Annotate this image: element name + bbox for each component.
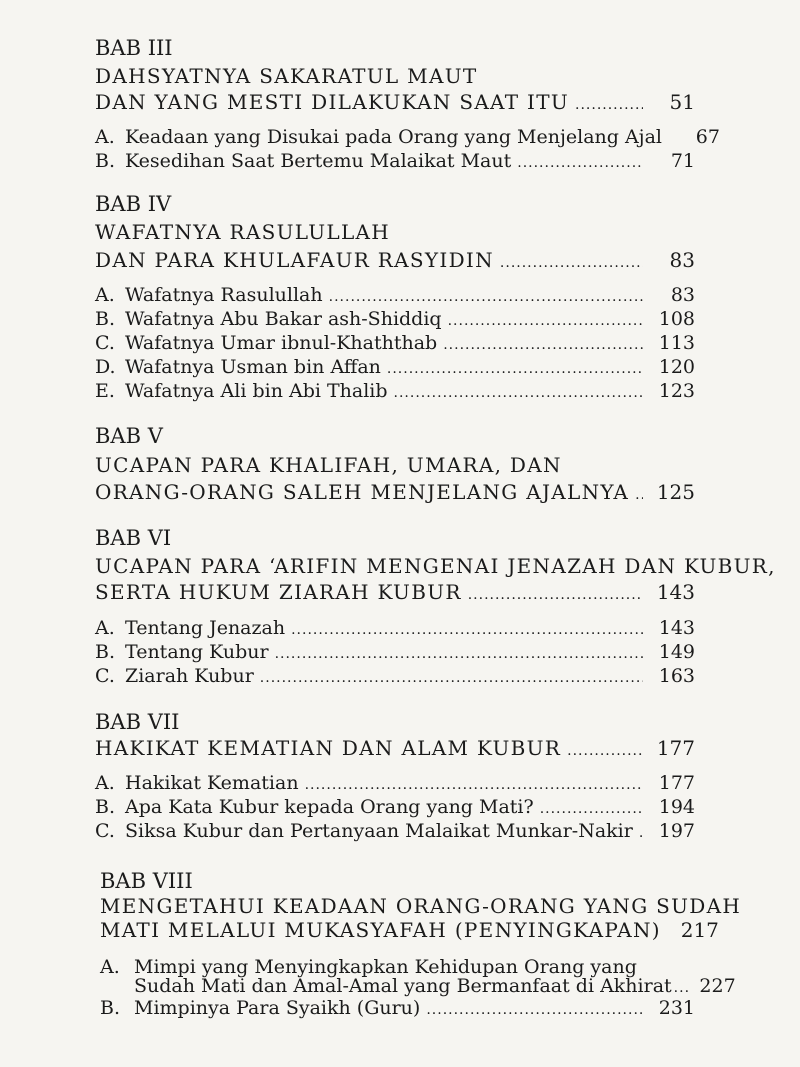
page-number: 108: [658, 308, 695, 330]
page-number: 67: [695, 126, 720, 148]
chapter-title-line: UCAPAN PARA KHALIFAH, UMARA, DAN: [95, 453, 562, 477]
chapter-title-line: DAHSYATNYA SAKARATUL MAUT: [95, 64, 478, 88]
page-number: 163: [658, 665, 695, 687]
toc-entry[interactable]: [95, 355, 695, 379]
page-number: 227: [699, 975, 736, 997]
page-number: 217: [680, 918, 719, 942]
toc-entry[interactable]: [100, 996, 695, 1020]
entry-title: Wafatnya Rasulullah: [125, 284, 323, 306]
entry-title: Wafatnya Abu Bakar ash-Shiddiq: [125, 308, 442, 330]
leader-dots: [291, 618, 643, 642]
page-number: 123: [658, 380, 695, 402]
leader-dots: [468, 583, 643, 607]
entry-title: Wafatnya Umar ibnul-Khaththab: [125, 332, 438, 354]
entry-letter: B.: [95, 308, 116, 330]
entry-letter: B.: [95, 641, 116, 663]
chapter-title-line: SERTA HUKUM ZIARAH KUBUR: [95, 580, 462, 604]
entry-title: Tentang Kubur: [125, 641, 269, 663]
entry-title: Kesedihan Saat Bertemu Malaikat Maut: [125, 150, 512, 172]
leader-dots: [260, 666, 643, 690]
entry-letter: A.: [95, 772, 115, 794]
page-number: 177: [656, 736, 695, 760]
leader-dots: [500, 251, 643, 275]
entry-title: Sudah Mati dan Amal-Amal yang Bermanfaat di Akhirat: [134, 975, 672, 997]
toc-entry[interactable]: [95, 616, 695, 640]
toc-entry[interactable]: [95, 125, 720, 149]
page-number: 120: [658, 356, 695, 378]
toc-entry[interactable]: [95, 283, 695, 307]
leader-dots: [394, 381, 643, 405]
entry-letter: A.: [95, 284, 115, 306]
chapter-title-line: MATI MELALUI MUKASYAFAH (PENYINGKAPAN): [100, 918, 661, 942]
toc-entry[interactable]: [95, 331, 695, 355]
leader-dots: [517, 151, 643, 175]
leader-dots: [387, 357, 643, 381]
chapter-title-entry[interactable]: [95, 736, 695, 760]
chapter-title-entry[interactable]: [95, 248, 695, 272]
toc-entry[interactable]: [95, 149, 695, 173]
page-number: 143: [656, 580, 695, 604]
entry-letter: A.: [95, 617, 115, 639]
entry-title: Siksa Kubur dan Pertanyaan Malaikat Munkar-Nakir: [125, 820, 633, 842]
toc-entry[interactable]: [134, 974, 736, 998]
entry-title: Ziarah Kubur: [125, 665, 254, 687]
toc-entry[interactable]: [95, 379, 695, 403]
page-number: 194: [658, 796, 695, 818]
toc-entry[interactable]: [95, 307, 695, 331]
entry-letter: B.: [100, 997, 121, 1019]
entry-letter: A.: [100, 956, 120, 978]
entry-title: Mimpi yang Menyingkapkan Kehidupan Orang yang: [134, 956, 637, 978]
chapter-title-entry[interactable]: [95, 480, 695, 504]
entry-letter: D.: [95, 356, 116, 378]
entry-letter: B.: [95, 150, 116, 172]
toc-entry[interactable]: [95, 640, 695, 664]
chapter-title-line: MENGETAHUI KEADAAN ORANG-ORANG YANG SUDAH: [100, 894, 742, 918]
leader-dots: [443, 333, 643, 357]
entry-letter: C.: [95, 820, 115, 842]
page-number: 83: [670, 284, 695, 306]
leader-dots: [635, 483, 643, 507]
chapter-title-entry[interactable]: [95, 580, 695, 604]
leader-dots: [575, 93, 643, 117]
page-number: 125: [656, 480, 695, 504]
entry-title: Tentang Jenazah: [125, 617, 286, 639]
toc-entry[interactable]: [95, 664, 695, 688]
chapter-title-line: UCAPAN PARA ‘ARIFIN MENGENAI JENAZAH DAN KUBUR,: [95, 554, 776, 578]
leader-dots: [639, 821, 643, 845]
chapter-title-line: DAN PARA KHULAFAUR RASYIDIN: [95, 248, 494, 272]
leader-dots: [567, 739, 643, 763]
entry-title: Hakikat Kematian: [125, 772, 299, 794]
entry-letter: C.: [95, 665, 115, 687]
toc-entry[interactable]: [95, 771, 695, 795]
chapter-title-entry[interactable]: [100, 918, 719, 942]
page-number: 51: [669, 90, 695, 114]
entry-title: Wafatnya Usman bin Affan: [125, 356, 381, 378]
leader-dots: [305, 773, 643, 797]
leader-dots: [448, 309, 643, 333]
chapter-title-line: WAFATNYA RASULULLAH: [95, 220, 391, 244]
toc-entry[interactable]: [95, 819, 695, 843]
page-number: 149: [658, 641, 695, 663]
toc-entry[interactable]: [95, 795, 695, 819]
entry-letter: C.: [95, 332, 115, 354]
entry-title: Mimpinya Para Syaikh (Guru): [134, 997, 421, 1019]
page-number: 143: [658, 617, 695, 639]
page-number: 177: [658, 772, 695, 794]
chapter-label: BAB VIII: [100, 869, 193, 893]
leader-dots: [426, 998, 643, 1022]
chapter-label: BAB IV: [95, 192, 172, 216]
chapter-title-entry[interactable]: [95, 90, 695, 114]
entry-letter: B.: [95, 796, 116, 818]
chapter-label: BAB III: [95, 36, 173, 60]
page-number: 71: [670, 150, 695, 172]
entry-letter: E.: [95, 380, 115, 402]
chapter-label: BAB VII: [95, 710, 180, 734]
entry-title: Apa Kata Kubur kepada Orang yang Mati?: [125, 796, 534, 818]
entry-title: Keadaan yang Disukai pada Orang yang Menjelang Ajal: [125, 126, 662, 148]
leader-dots: [275, 642, 643, 666]
chapter-title-line: ORANG-ORANG SALEH MENJELANG AJALNYA: [95, 480, 630, 504]
chapter-title-line: DAN YANG MESTI DILAKUKAN SAAT ITU: [95, 90, 570, 114]
entry-title: Wafatnya Ali bin Abi Thalib: [125, 380, 388, 402]
page-number: 113: [658, 332, 695, 354]
page-number: 231: [658, 997, 695, 1019]
leader-dots: [329, 285, 643, 309]
page-number: 83: [669, 248, 695, 272]
entry-letter: A.: [95, 126, 115, 148]
leader-dots: [540, 797, 643, 821]
chapter-label: BAB VI: [95, 526, 172, 550]
page-number: 197: [658, 820, 695, 842]
chapter-title-line: HAKIKAT KEMATIAN DAN ALAM KUBUR: [95, 736, 562, 760]
chapter-label: BAB V: [95, 424, 163, 448]
